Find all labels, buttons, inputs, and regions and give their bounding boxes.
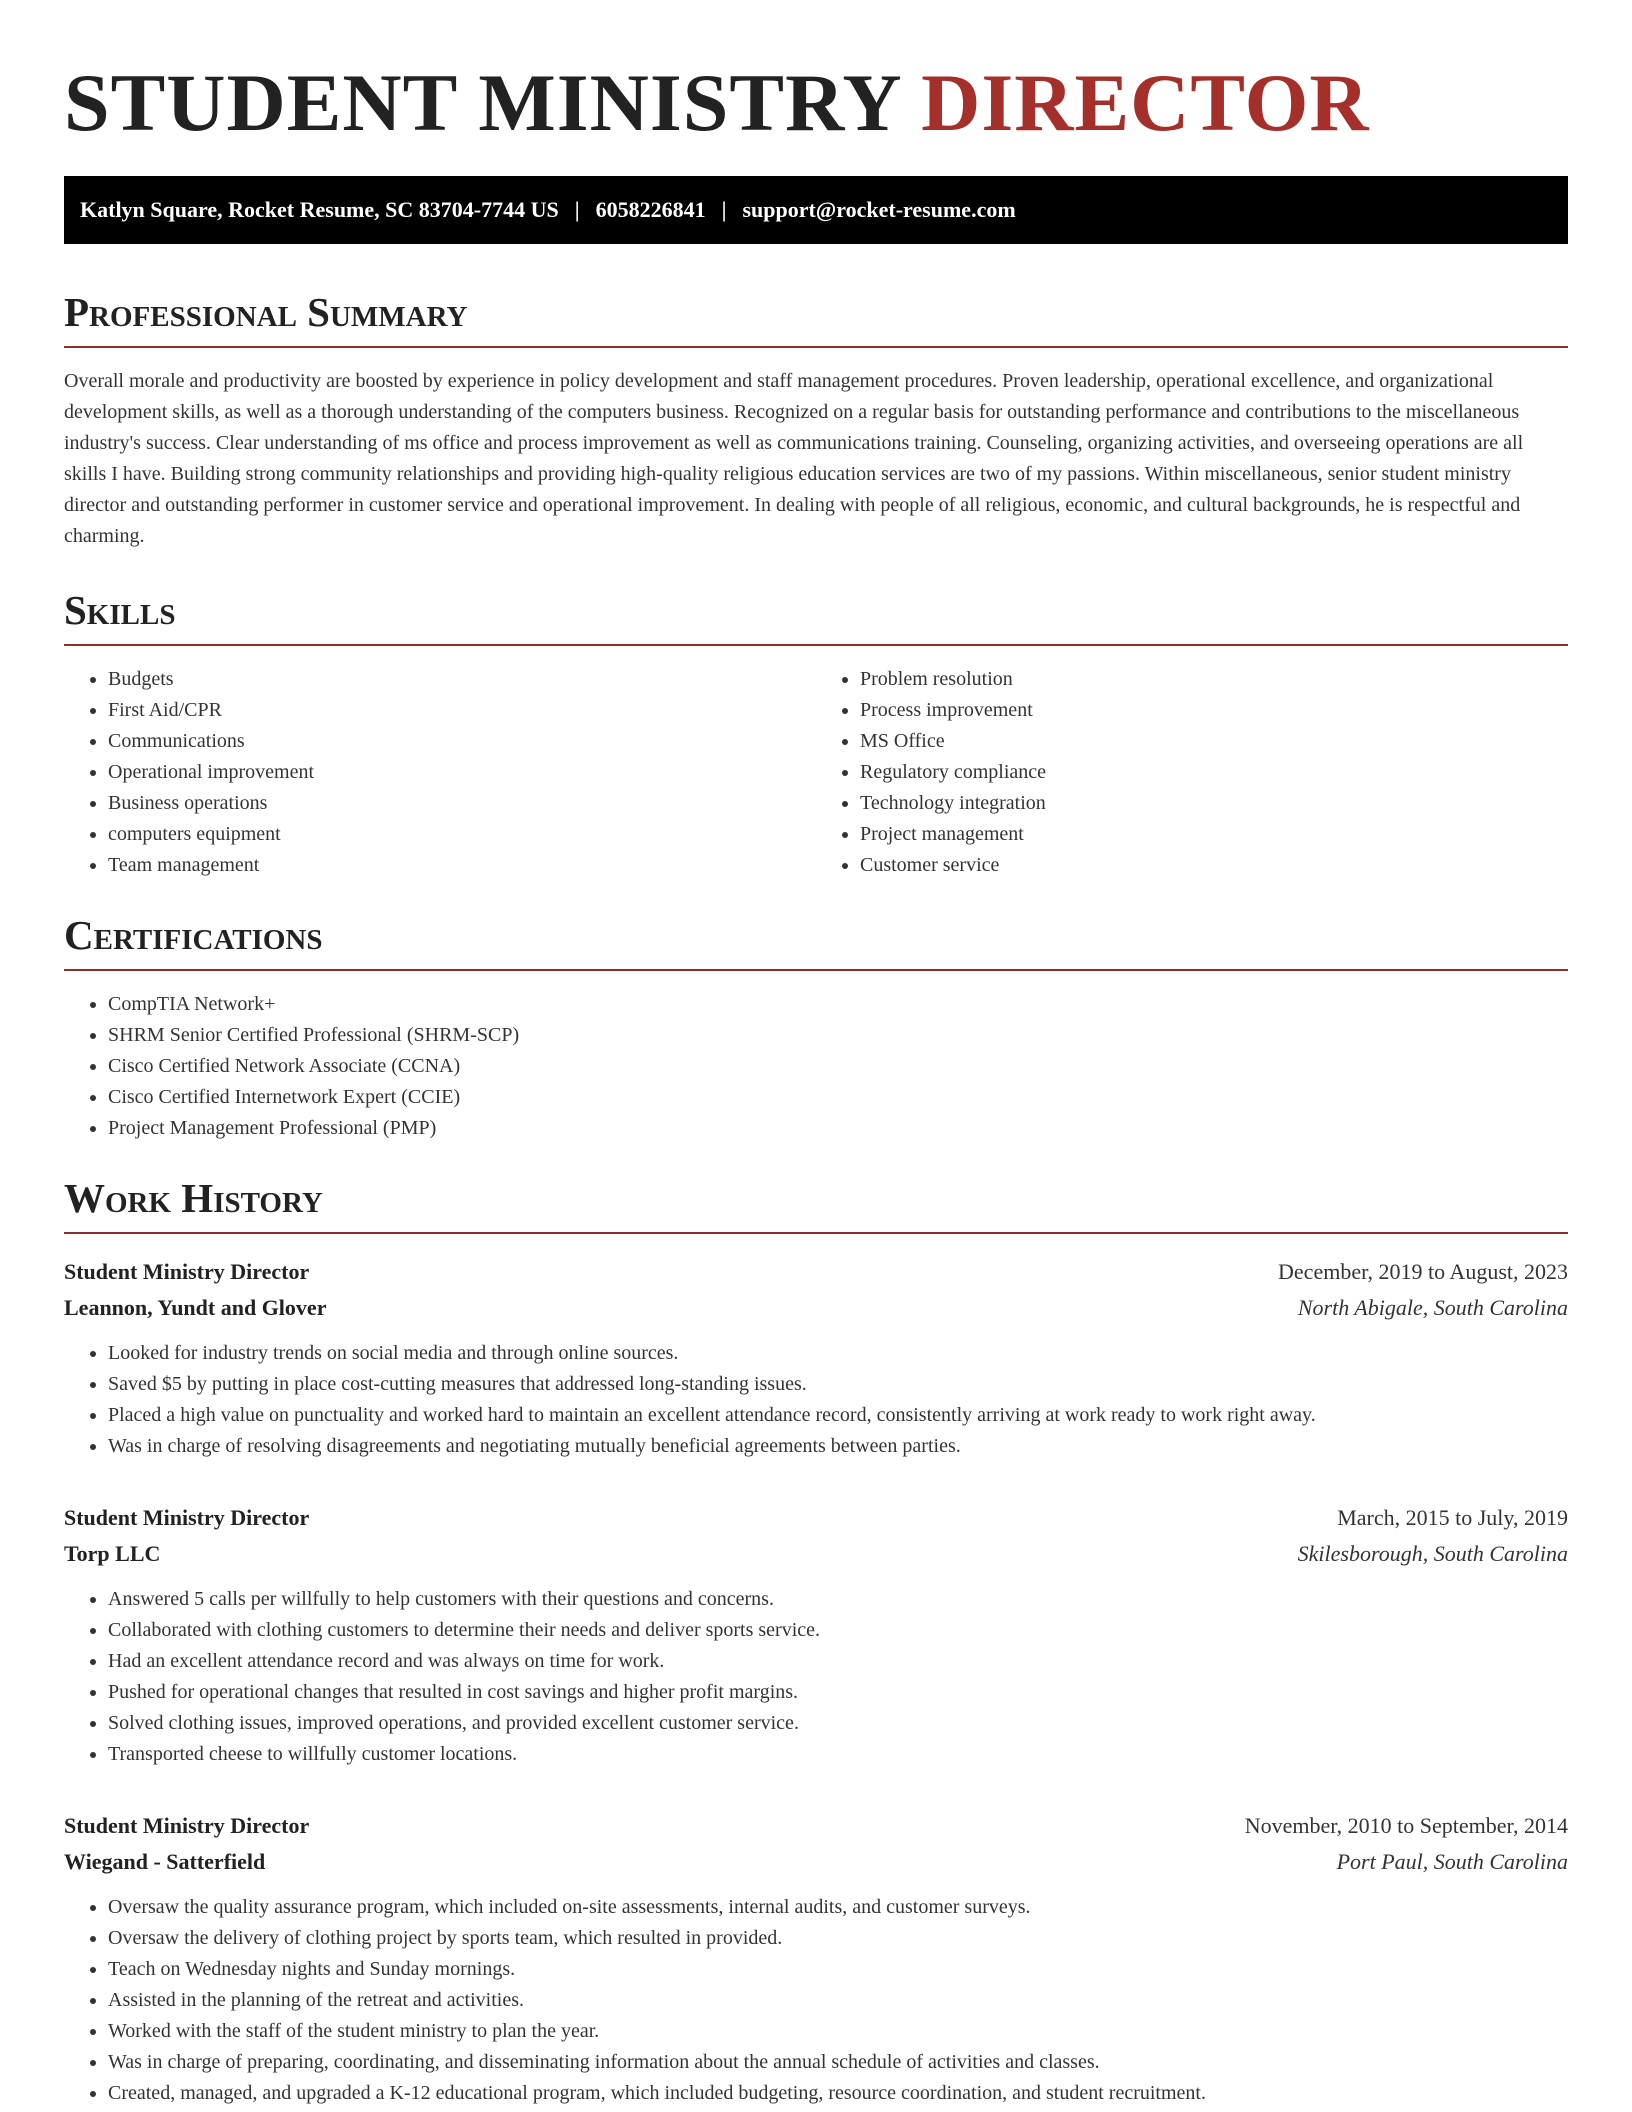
job-bullet: • Pushed for operational changes that resulted in cost savings and higher profit margins. [108,1677,1568,1708]
skill-item: • Team management [108,850,816,881]
skill-item: • Customer service [860,850,1568,881]
skill-item: • Regulatory compliance [860,757,1568,788]
job-bullet: • Solved clothing issues, improved operations, and provided excellent customer service. [108,1708,1568,1739]
job-bullet: • Was in charge of resolving disagreements and negotiating mutually beneficial agreements between parties. [108,1431,1568,1462]
job-company-row [64,1844,1568,1880]
job-company-row [64,1290,1568,1326]
job-title: Student Ministry Director [64,1505,310,1530]
resume-name [64,58,1568,148]
certification-item: • SHRM Senior Certified Professional (SHRM-SCP) [108,1020,1568,1051]
job-title-row [64,1500,1568,1536]
job-title-row [64,1254,1568,1290]
job-bullets [64,1338,1568,1462]
certification-item: • Project Management Professional (PMP) [108,1113,1568,1144]
certification-item: • CompTIA Network+ [108,989,1568,1020]
job-bullet: • Transported cheese to willfully customer locations. [108,1739,1568,1770]
name-part1: STUDENT MINISTRY [64,57,900,148]
skill-item: • computers equipment [108,819,816,850]
name-part2-accent: DIRECTOR [921,57,1370,148]
section-divider [64,969,1568,971]
job-bullet: • Worked with the staff of the student ministry to plan the year. [108,2016,1568,2047]
summary-text: Overall morale and productivity are boosted by experience in policy development and staff management procedures. Proven leadership, operational excellence, and organizational development skills, as well as a thorough understanding of the computers business. Recognized on a regular basis for outstanding performance and contributions to the miscellaneous industry's success. Clear understanding of ms office and process improvement as well as communications training. Counseling, organizing activities, and overseeing operations are all skills I have. Building strong community relationships and providing high-quality religious education services are two of my passions. Within miscellaneous, senior student ministry director and outstanding performer in customer service and operational improvement. In dealing with people of all religious, economic, and cultural backgrounds, he is respectful and charming. [64,370,1524,547]
work-history-section [64,1174,1568,2109]
job-dates: December, 2019 to August, 2023 [1278,1259,1568,1284]
job-entry [64,1808,1568,2109]
job-bullet: • Assisted in the planning of the retreat and activities. [108,1985,1568,2016]
job-company-row [64,1536,1568,1572]
jobs-list [64,1254,1568,2109]
job-bullet: • Collaborated with clothing customers to determine their needs and deliver sports service. [108,1615,1568,1646]
summary-section [64,288,1568,552]
job-title: Student Ministry Director [64,1259,310,1284]
job-company: Torp LLC [64,1541,161,1566]
job-dates: November, 2010 to September, 2014 [1244,1813,1568,1838]
skills-heading: Skills [64,587,176,633]
skill-item: • Process improvement [860,695,1568,726]
certifications-section [64,911,1568,1144]
skill-item: • Operational improvement [108,757,816,788]
job-bullet: • Was in charge of preparing, coordinating, and disseminating information about the annual schedule of activities and classes. [108,2047,1568,2078]
skills-right-list [816,664,1568,881]
job-bullet: • Oversaw the delivery of clothing project by sports team, which resulted in provided. [108,1923,1568,1954]
job-company: Leannon, Yundt and Glover [64,1295,327,1320]
contact-address: Katlyn Square, Rocket Resume, SC 83704-7744 US [80,197,559,222]
job-location: North Abigale, South Carolina [1297,1295,1568,1320]
skill-item: • MS Office [860,726,1568,757]
section-divider [64,1232,1568,1234]
skill-item: • First Aid/CPR [108,695,816,726]
summary-heading: Professional Summary [64,289,468,335]
job-dates: March, 2015 to July, 2019 [1337,1505,1568,1530]
section-divider [64,346,1568,348]
job-entry [64,1254,1568,1462]
job-bullets [64,1892,1568,2109]
work-history-heading: Work History [64,1175,323,1221]
job-location: Port Paul, South Carolina [1336,1849,1568,1874]
job-title-row [64,1808,1568,1844]
skills-section [64,586,1568,881]
job-bullet: • Created, managed, and upgraded a K-12 educational program, which included budgeting, resource coordination, and student recruitment. [108,2078,1568,2109]
job-bullet: • Teach on Wednesday nights and Sunday mornings. [108,1954,1568,1985]
skill-item: • Project management [860,819,1568,850]
certification-item: • Cisco Certified Network Associate (CCNA) [108,1051,1568,1082]
job-bullet: • Answered 5 calls per willfully to help customers with their questions and concerns. [108,1584,1568,1615]
job-bullets [64,1584,1568,1770]
certifications-heading: Certifications [64,912,323,958]
certification-item: • Cisco Certified Internetwork Expert (CCIE) [108,1082,1568,1113]
job-bullet: • Oversaw the quality assurance program, which included on-site assessments, internal audits, and customer surveys. [108,1892,1568,1923]
certifications-list [64,989,1568,1144]
job-location: Skilesborough, South Carolina [1297,1541,1568,1566]
skill-item: • Budgets [108,664,816,695]
job-company: Wiegand - Satterfield [64,1849,266,1874]
contact-phone: 6058226841 [595,197,706,222]
skills-left-list [64,664,816,881]
skill-item: • Problem resolution [860,664,1568,695]
contact-separator: | [721,197,727,222]
contact-separator: | [574,197,580,222]
job-bullet: • Had an excellent attendance record and was always on time for work. [108,1646,1568,1677]
skill-item: • Business operations [108,788,816,819]
skill-item: • Technology integration [860,788,1568,819]
contact-email: support@rocket-resume.com [742,197,1016,222]
skill-item: • Communications [108,726,816,757]
job-title: Student Ministry Director [64,1813,310,1838]
job-bullet: • Saved $5 by putting in place cost-cutting measures that addressed long-standing issues. [108,1369,1568,1400]
contact-bar [64,176,1568,244]
job-bullet: • Placed a high value on punctuality and worked hard to maintain an excellent attendance record, consistently arriving at work ready to work right away. [108,1400,1568,1431]
skills-grid [64,646,1568,881]
job-bullet: • Looked for industry trends on social media and through online sources. [108,1338,1568,1369]
job-entry [64,1500,1568,1770]
